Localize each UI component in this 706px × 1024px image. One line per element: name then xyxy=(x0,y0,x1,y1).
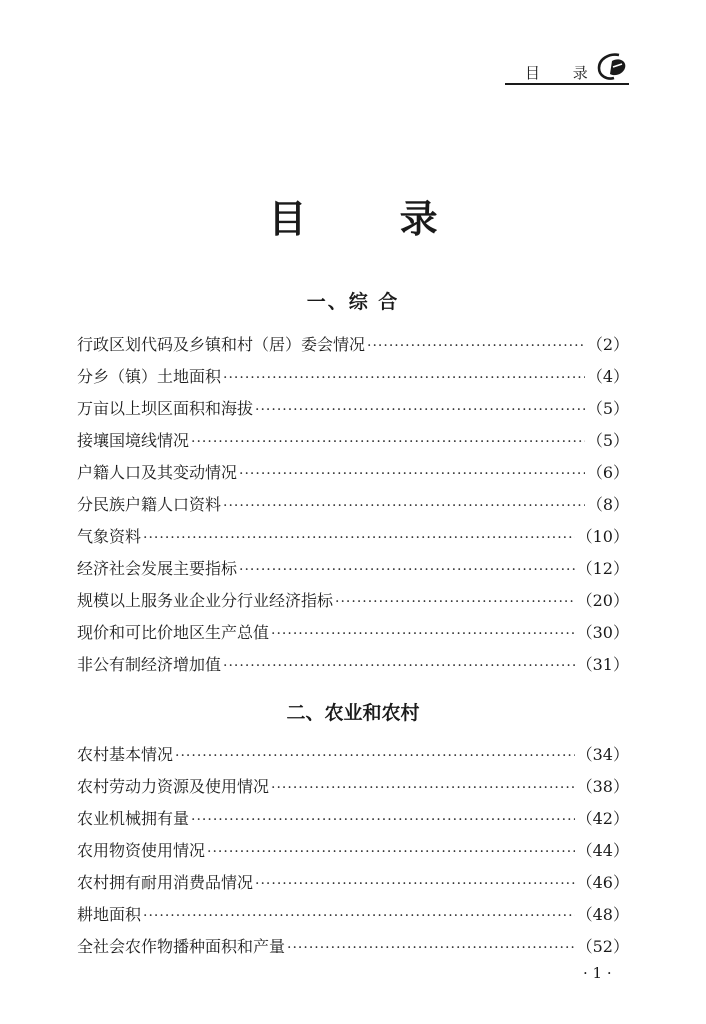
running-header-title: 目 录 xyxy=(525,64,602,82)
toc-entry-label: 接壤国境线情况 xyxy=(77,431,190,450)
toc-entry-label: 非公有制经济增加值 xyxy=(77,655,222,674)
document-title: 目 录 xyxy=(268,196,478,241)
toc-entry[interactable] xyxy=(77,902,629,934)
toc-entry-label: 农村拥有耐用消费品情况 xyxy=(77,873,254,892)
toc-entry[interactable] xyxy=(77,556,629,588)
toc-entry-label: 分乡（镇）土地面积 xyxy=(77,367,222,386)
toc-entry-label: 现价和可比价地区生产总值 xyxy=(77,623,270,642)
toc-entry-page: （20） xyxy=(576,591,629,610)
toc-entry-label: 农村基本情况 xyxy=(77,745,174,764)
toc-entry[interactable] xyxy=(77,428,629,460)
toc-entry-page: （46） xyxy=(576,873,629,892)
toc-dot-leader xyxy=(255,402,585,418)
toc-list-general xyxy=(77,332,629,684)
toc-list-agriculture xyxy=(77,742,629,966)
toc-dot-leader xyxy=(223,370,585,386)
toc-entry[interactable] xyxy=(77,492,629,524)
toc-entry[interactable] xyxy=(77,934,629,966)
toc-entry-label: 耕地面积 xyxy=(77,905,142,924)
toc-dot-leader xyxy=(239,562,575,578)
toc-entry-label: 农村劳动力资源及使用情况 xyxy=(77,777,270,796)
toc-entry[interactable] xyxy=(77,588,629,620)
toc-entry-label: 分民族户籍人口资料 xyxy=(77,495,222,514)
toc-entry-page: （6） xyxy=(586,463,629,482)
toc-entry-label: 农用物资使用情况 xyxy=(77,841,206,860)
toc-dot-leader xyxy=(207,844,575,860)
toc-entry-page: （8） xyxy=(586,495,629,514)
toc-entry[interactable] xyxy=(77,460,629,492)
toc-dot-leader xyxy=(335,594,575,610)
toc-dot-leader xyxy=(255,876,575,892)
toc-dot-leader xyxy=(271,780,575,796)
toc-dot-leader xyxy=(367,338,585,354)
toc-entry-page: （10） xyxy=(576,527,629,546)
toc-dot-leader xyxy=(191,434,585,450)
toc-entry-page: （52） xyxy=(576,937,629,956)
toc-entry[interactable] xyxy=(77,652,629,684)
toc-entry[interactable] xyxy=(77,806,629,838)
toc-entry-page: （30） xyxy=(576,623,629,642)
toc-dot-leader xyxy=(175,748,575,764)
toc-dot-leader xyxy=(287,940,575,956)
toc-entry[interactable] xyxy=(77,838,629,870)
toc-dot-leader xyxy=(223,658,575,674)
toc-entry[interactable] xyxy=(77,774,629,806)
toc-entry-page: （31） xyxy=(576,655,629,674)
toc-entry-label: 全社会农作物播种面积和产量 xyxy=(77,937,286,956)
publication-logo-icon xyxy=(595,52,629,82)
toc-entry-page: （42） xyxy=(576,809,629,828)
header-rule xyxy=(505,83,629,85)
toc-entry-label: 气象资料 xyxy=(77,527,142,546)
toc-dot-leader xyxy=(223,498,585,514)
toc-entry[interactable] xyxy=(77,742,629,774)
toc-entry[interactable] xyxy=(77,524,629,556)
toc-dot-leader xyxy=(239,466,585,482)
toc-entry-label: 万亩以上坝区面积和海拔 xyxy=(77,399,254,418)
page-number: · 1 · xyxy=(583,964,612,982)
toc-dot-leader xyxy=(191,812,575,828)
toc-entry-page: （5） xyxy=(586,399,629,418)
toc-entry-label: 户籍人口及其变动情况 xyxy=(77,463,238,482)
toc-entry[interactable] xyxy=(77,870,629,902)
running-header xyxy=(505,52,631,86)
toc-entry-page: （4） xyxy=(586,367,629,386)
toc-entry-page: （34） xyxy=(576,745,629,764)
toc-entry-label: 行政区划代码及乡镇和村（居）委会情况 xyxy=(77,335,366,354)
toc-entry-label: 规模以上服务业企业分行业经济指标 xyxy=(77,591,334,610)
toc-entry-label: 农业机械拥有量 xyxy=(77,809,190,828)
toc-entry-page: （5） xyxy=(586,431,629,450)
toc-entry-page: （44） xyxy=(576,841,629,860)
toc-entry[interactable] xyxy=(77,620,629,652)
toc-entry[interactable] xyxy=(77,332,629,364)
section-heading-agriculture: 二、农业和农村 xyxy=(286,702,420,724)
toc-entry-page: （48） xyxy=(576,905,629,924)
toc-entry[interactable] xyxy=(77,364,629,396)
toc-entry-label: 经济社会发展主要指标 xyxy=(77,559,238,578)
toc-entry[interactable] xyxy=(77,396,629,428)
toc-entry-page: （2） xyxy=(586,335,629,354)
toc-entry-page: （38） xyxy=(576,777,629,796)
section-heading-general: 一、综 合 xyxy=(306,291,400,313)
toc-dot-leader xyxy=(143,908,575,924)
toc-entry-page: （12） xyxy=(576,559,629,578)
toc-dot-leader xyxy=(271,626,575,642)
toc-dot-leader xyxy=(143,530,575,546)
